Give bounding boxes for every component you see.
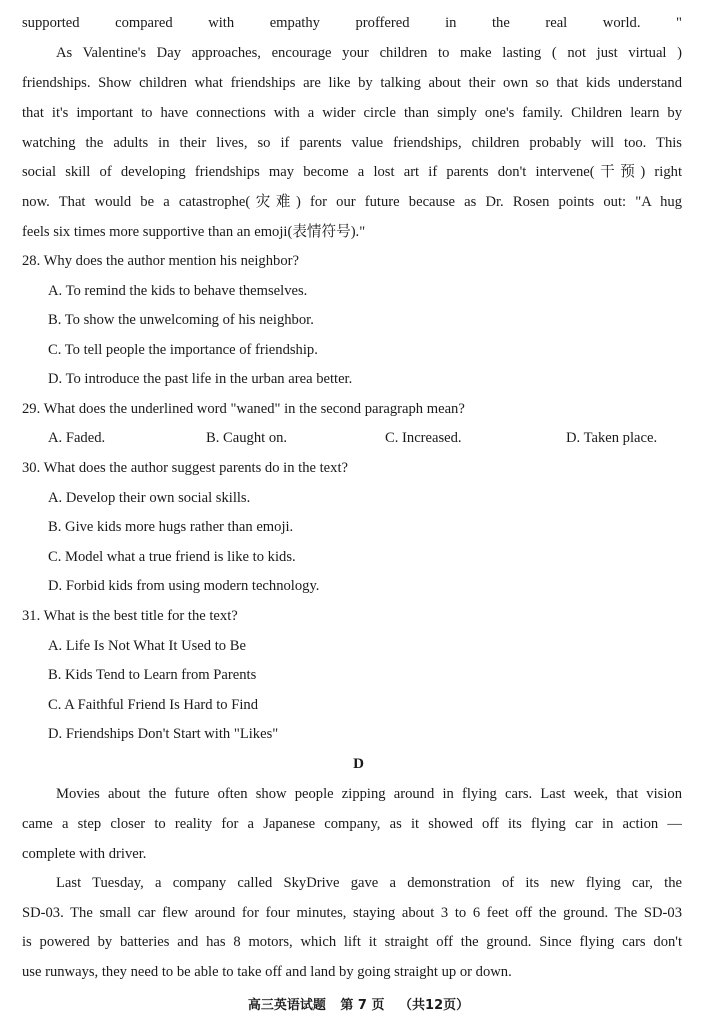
passage-text-line: supported compared with empathy proffered in the real world. " xyxy=(22,15,682,31)
answer-option: C. To tell people the importance of friendship. xyxy=(48,342,318,358)
answer-option: C. Increased. xyxy=(385,430,462,446)
question-stem: 31. What is the best title for the text? xyxy=(22,608,238,624)
footer-exam-title: 高三英语试题 xyxy=(247,998,326,1013)
answer-option: D. To introduce the past life in the urban area better. xyxy=(48,371,353,387)
section-heading: D xyxy=(353,756,364,772)
answer-option: B. Kids Tend to Learn from Parents xyxy=(48,667,257,683)
question-stem: 29. What does the underlined word "waned" in the second paragraph mean? xyxy=(22,401,465,417)
passage-text-line: Movies about the future often show people zipping around in flying cars. Last week, that vision xyxy=(56,786,682,802)
passage-text-line: is powered by batteries and has 8 motors, which lift it straight off the ground. Since flying cars don't xyxy=(22,934,682,950)
page-footer xyxy=(0,998,717,1014)
answer-option: D. Taken place. xyxy=(566,430,658,446)
passage-text-line: complete with driver. xyxy=(22,846,147,862)
answer-option: A. To remind the kids to behave themselves. xyxy=(48,283,308,299)
passage-text-line: use runways, they need to be able to take off and land by going straight up or down. xyxy=(22,964,512,980)
answer-option: D. Friendships Don't Start with "Likes" xyxy=(48,726,279,742)
answer-options-row xyxy=(48,429,678,447)
passage-text-line: feels six times more supportive than an emoji(表情符号)." xyxy=(22,224,366,240)
passage-text-line: friendships. Show children what friendships are like by talking about their own so that kids understand xyxy=(22,75,682,91)
passage-text-line: now. That would be a catastrophe(灾难) for our future because as Dr. Rosen points out: "A hug xyxy=(22,194,682,210)
footer-total-pages: （共12页） xyxy=(399,998,470,1013)
answer-option: B. Caught on. xyxy=(206,430,288,446)
passage-text-line: that it's important to have connections with a wider circle than simply one's family. Children learn by xyxy=(22,105,682,121)
answer-option: A. Develop their own social skills. xyxy=(48,490,251,506)
question-stem: 28. Why does the author mention his neighbor? xyxy=(22,253,299,269)
answer-option: B. Give kids more hugs rather than emoji. xyxy=(48,519,294,535)
answer-option: A. Faded. xyxy=(48,430,106,446)
passage-text-line: Last Tuesday, a company called SkyDrive gave a demonstration of its new flying car, the xyxy=(56,875,682,891)
question-stem: 30. What does the author suggest parents do in the text? xyxy=(22,460,348,476)
answer-option: C. Model what a true friend is like to kids. xyxy=(48,549,296,565)
answer-option: C. A Faithful Friend Is Hard to Find xyxy=(48,697,258,713)
passage-text-line: watching the adults in their lives, so if parents value friendships, children probably will too. This xyxy=(22,135,682,151)
footer-page-number: 第 7 页 xyxy=(340,998,385,1013)
passage-text-line: came a step closer to reality for a Japanese company, as it showed off its flying car in action — xyxy=(22,816,682,832)
answer-option: B. To show the unwelcoming of his neighbor. xyxy=(48,312,314,328)
passage-text-line: SD-03. The small car flew around for four minutes, staying about 3 to 6 feet off the ground. The SD-03 xyxy=(22,905,682,921)
answer-option: D. Forbid kids from using modern technology. xyxy=(48,578,320,594)
passage-text-line: social skill of developing friendships may become a lost art if parents don't intervene(干预) right xyxy=(22,164,682,180)
passage-text-line: As Valentine's Day approaches, encourage your children to make lasting ( not just virtual ) xyxy=(56,45,682,61)
answer-option: A. Life Is Not What It Used to Be xyxy=(48,638,246,654)
